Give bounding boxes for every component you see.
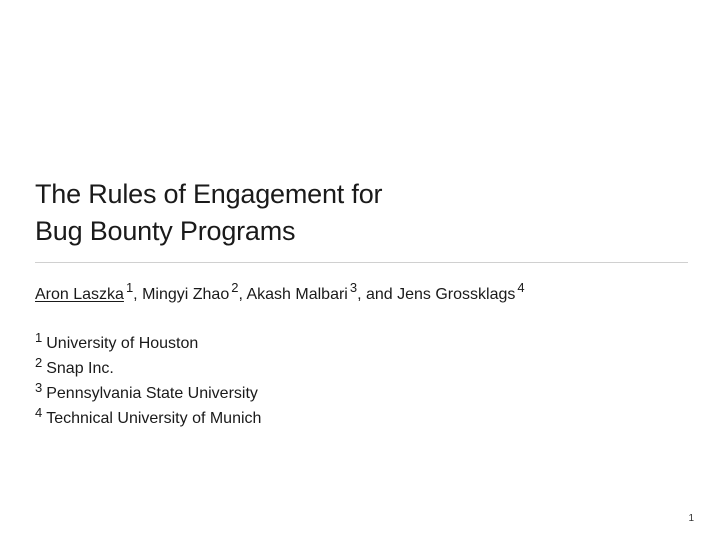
author-superscript: 2 xyxy=(231,280,239,295)
page-number: 1 xyxy=(688,513,694,524)
slide-title xyxy=(35,176,382,250)
author-separator: , and xyxy=(357,286,398,303)
affiliation-list xyxy=(35,331,261,431)
author-separator: , xyxy=(133,286,143,303)
title-line-2: Bug Bounty Programs xyxy=(35,216,296,246)
title-line-1: The Rules of Engagement for xyxy=(35,179,383,209)
affiliation-name: University of Houston xyxy=(46,335,199,352)
affiliation-item xyxy=(35,356,261,381)
affiliation-number: 4 xyxy=(35,405,43,420)
author-superscript: 1 xyxy=(125,280,134,295)
affiliation-name: Snap Inc. xyxy=(46,360,114,377)
affiliation-name: Pennsylvania State University xyxy=(46,385,258,402)
title-divider xyxy=(35,262,688,263)
affiliation-number: 1 xyxy=(35,330,43,345)
affiliation-item xyxy=(35,406,261,431)
affiliation-name: Technical University of Munich xyxy=(46,410,262,427)
author-name: Jens Grossklags xyxy=(397,286,516,303)
author-name: Mingyi Zhao xyxy=(142,286,230,303)
author-superscript: 4 xyxy=(517,280,525,295)
author-superscript: 3 xyxy=(349,280,358,295)
affiliation-number: 3 xyxy=(35,380,43,395)
author-link-laszka[interactable]: Aron Laszka xyxy=(35,286,124,303)
author-name: Akash Malbari xyxy=(246,286,348,303)
affiliation-item xyxy=(35,331,261,356)
author-list xyxy=(35,280,525,307)
affiliation-number: 2 xyxy=(35,355,43,370)
author-separator: , xyxy=(238,286,247,303)
affiliation-item xyxy=(35,381,261,406)
